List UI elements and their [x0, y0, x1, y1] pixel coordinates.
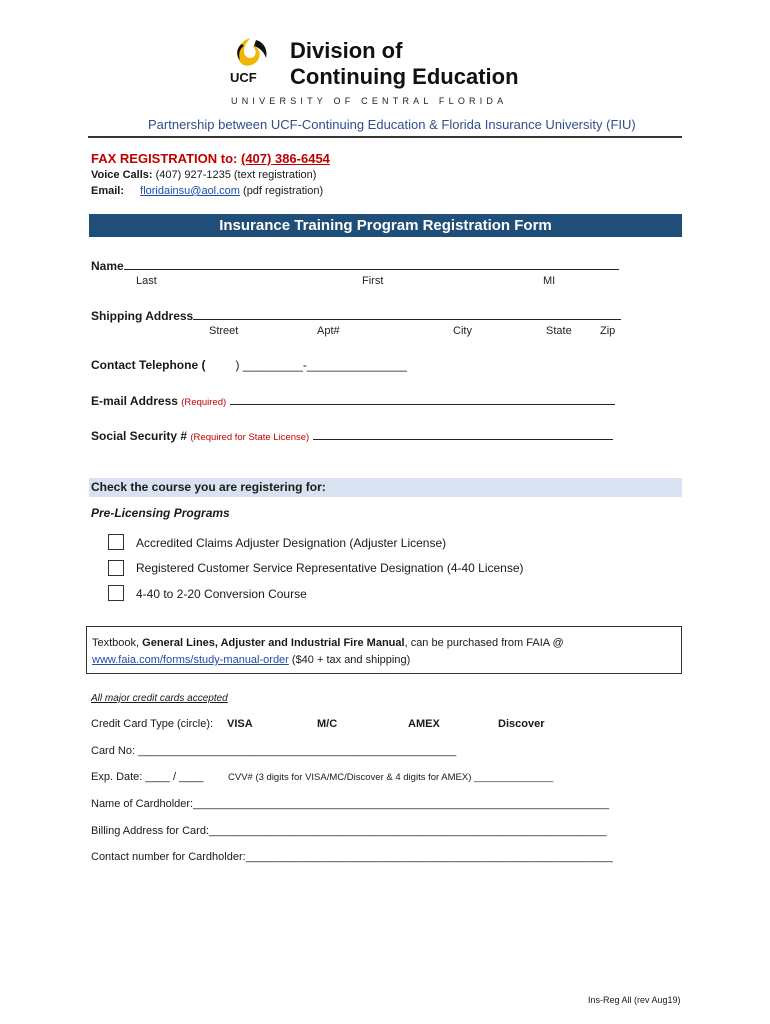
name-line[interactable] [124, 258, 619, 270]
email-link[interactable]: floridainsu@aol.com [140, 185, 240, 197]
shipping-sub-street: Street [209, 325, 239, 337]
fax-label: FAX REGISTRATION to: [91, 151, 238, 166]
faia-link[interactable]: www.faia.com/forms/study-manual-order [92, 654, 289, 666]
email-field[interactable] [91, 393, 615, 408]
pegasus-icon [228, 36, 272, 96]
partnership-line: Partnership between UCF-Continuing Education & Florida Insurance University (FIU) [148, 117, 636, 132]
header-divider [88, 136, 682, 138]
logo-title-line2: Continuing Education [290, 64, 519, 89]
cvv-field[interactable]: CVV# (3 digits for VISA/MC/Discover & 4 digits for AMEX) _______________ [228, 772, 554, 783]
course-heading: Check the course you are registering for: [89, 478, 682, 497]
textbook-prefix: Textbook, [92, 637, 143, 649]
pre-licensing-heading: Pre-Licensing Programs [91, 506, 230, 520]
email-field-label: E-mail Address [91, 394, 178, 408]
logo-title-line1: Division of [290, 38, 403, 63]
expiration-field[interactable]: Exp. Date: ____ / ____ [91, 771, 204, 783]
checkbox-csr[interactable] [108, 560, 124, 576]
shipping-sub-state: State [546, 325, 572, 337]
name-label: Name [91, 259, 124, 273]
email-line[interactable] [230, 393, 615, 405]
textbook-title: General Lines, Adjuster and Industrial Fire Manual [142, 637, 405, 649]
phone-label: Contact Telephone ( [91, 358, 206, 372]
textbook-line1 [92, 635, 676, 652]
fax-registration [91, 151, 330, 166]
card-type-amex[interactable]: AMEX [408, 718, 440, 730]
credit-card-note: All major credit cards accepted [91, 693, 228, 704]
voice-line [91, 169, 316, 181]
fax-number-link[interactable]: (407) 386-6454 [241, 151, 330, 166]
card-number-field[interactable]: Card No: ____________________________________________________ [91, 745, 457, 757]
shipping-sub-city: City [453, 325, 472, 337]
name-field[interactable] [91, 258, 619, 273]
logo-abbrev: UCF [230, 70, 257, 85]
phone-field[interactable] [91, 358, 407, 372]
course-conversion: 4-40 to 2-20 Conversion Course [136, 587, 307, 601]
textbook-suffix: , can be purchased from FAIA @ [404, 637, 564, 649]
shipping-label: Shipping Address [91, 309, 194, 323]
shipping-sub-zip: Zip [600, 325, 616, 337]
course-csr: Registered Customer Service Representative Designation (4-40 License) [136, 561, 524, 575]
ssn-line[interactable] [313, 428, 613, 440]
card-type-visa[interactable]: VISA [227, 718, 253, 730]
form-revision: Ins-Reg All (rev Aug19) [588, 995, 681, 1005]
voice-label: Voice Calls: [91, 169, 153, 181]
card-type-discover[interactable]: Discover [498, 718, 545, 730]
ssn-field[interactable] [91, 428, 613, 443]
checkbox-conversion[interactable] [108, 585, 124, 601]
checkbox-adjuster[interactable] [108, 534, 124, 550]
email-note: (pdf registration) [243, 185, 324, 197]
card-type-label: Credit Card Type (circle): [91, 718, 214, 730]
cardholder-contact-field[interactable]: Contact number for Cardholder:____________________________________________________________ [91, 851, 613, 863]
cardholder-name-field[interactable]: Name of Cardholder:____________________________________________________________________ [91, 798, 610, 810]
name-sub-first: First [362, 275, 384, 287]
email-line [91, 185, 323, 197]
card-type-mc[interactable]: M/C [317, 718, 338, 730]
billing-address-field[interactable]: Billing Address for Card:_________________________________________________________________ [91, 825, 607, 837]
ssn-label: Social Security # [91, 429, 188, 443]
voice-value: (407) 927-1235 (text registration) [155, 169, 317, 181]
university-name: UNIVERSITY OF CENTRAL FLORIDA [231, 96, 508, 106]
logo-title [290, 38, 519, 90]
form-title: Insurance Training Program Registration Form [89, 214, 682, 237]
shipping-sub-apt: Apt# [317, 325, 340, 337]
textbook-price: ($40 + tax and shipping) [291, 654, 411, 666]
name-sub-last: Last [136, 275, 157, 287]
textbook-box [86, 626, 682, 674]
phone-line[interactable]: ) _________-_______________ [235, 358, 407, 372]
email-label: Email: [91, 185, 125, 197]
ssn-required: (Required for State License) [190, 432, 310, 443]
email-required: (Required) [181, 397, 227, 408]
shipping-field[interactable] [91, 308, 621, 323]
ucf-pegasus-logo [228, 36, 272, 96]
shipping-line[interactable] [193, 308, 621, 320]
course-adjuster: Accredited Claims Adjuster Designation (Adjuster License) [136, 536, 447, 550]
textbook-line2 [92, 652, 676, 669]
name-sub-mi: MI [543, 275, 556, 287]
